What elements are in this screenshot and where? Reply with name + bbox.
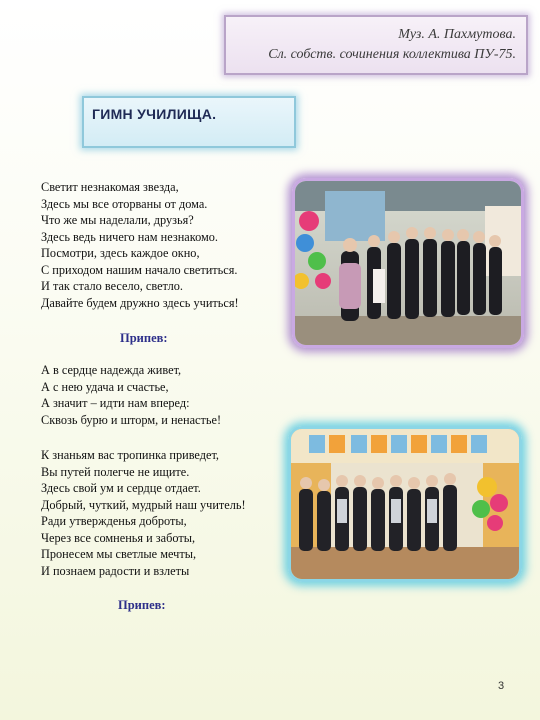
verse-2-line: Добрый, чуткий, мудрый наш учитель!: [41, 497, 246, 512]
page-title: [82, 96, 296, 148]
credits-music: Муз. А. Пахмутова.: [398, 27, 516, 42]
verse-1-line: Здесь ведь ничего нам незнакомо.: [41, 229, 218, 244]
chorus-label-1: Припев:: [120, 331, 168, 345]
chorus-text: [41, 362, 221, 428]
verse-1-line: С приходом нашим начало светиться.: [41, 262, 238, 277]
verse-1-line: Здесь мы все оторваны от дома.: [41, 196, 208, 211]
verse-2-line: Ради утвержденья доброты,: [41, 514, 187, 528]
verse-1-line: И так стало весело, светло.: [41, 279, 183, 293]
group-photo-2-image: [291, 429, 519, 579]
group-photo-1: [292, 178, 524, 348]
group-photo-2: [288, 426, 522, 582]
chorus-line: А в сердце надежда живет,: [41, 363, 182, 377]
verse-2-line: И познаем радости и взлеты: [41, 563, 190, 578]
credits-lyrics: Сл. собств. сочинения коллектива ПУ-75.: [268, 47, 516, 62]
chorus-line: Сквозь бурю и шторм, и ненастье!: [41, 412, 222, 427]
verse-1: [41, 179, 239, 311]
verse-1-line: Посмотри, здесь каждое окно,: [41, 246, 200, 260]
credits-box: [224, 15, 528, 75]
title-text: ГИМН УЧИЛИЩА.: [92, 106, 217, 122]
verse-2: [41, 447, 246, 579]
group-photo-1-image: [295, 181, 521, 345]
chorus-label-2: Припев:: [118, 598, 166, 612]
verse-2-line: Вы путей полегче не ищите.: [41, 464, 190, 479]
verse-2-line: Пронесем мы светлые мечты,: [41, 547, 197, 561]
page-number: 3: [498, 680, 505, 692]
verse-2-line: Здесь свой ум и сердце отдает.: [41, 481, 201, 495]
verse-1-line: Светит незнакомая звезда,: [41, 180, 179, 194]
chorus-line: А с нею удача и счастье,: [41, 379, 169, 394]
verse-1-line: Давайте будем дружно здесь учиться!: [41, 295, 239, 310]
verse-2-line: Через все сомненья и заботы,: [41, 530, 196, 545]
verse-1-line: Что же мы наделали, друзья?: [41, 213, 194, 227]
verse-2-line: К знаньям вас тропинка приведет,: [41, 448, 219, 462]
chorus-line: А значит – идти нам вперед:: [41, 396, 190, 410]
